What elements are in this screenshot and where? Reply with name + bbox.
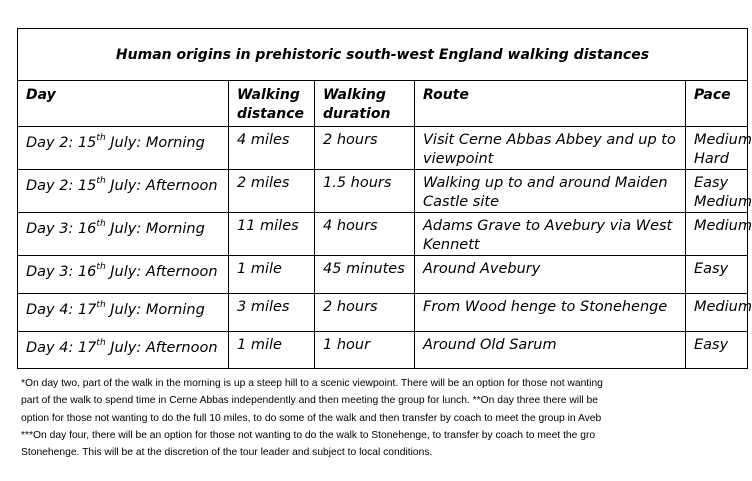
table-row	[18, 256, 748, 294]
footnotes	[21, 375, 741, 461]
table-row	[18, 127, 748, 170]
day-suffix: July: Morning	[105, 135, 205, 151]
pace-cell	[686, 256, 748, 294]
pace-line1: Easy	[694, 175, 729, 191]
pace-cell	[686, 294, 752, 332]
day-ordinal: th	[96, 176, 106, 187]
header-distance-line1: Walking	[237, 87, 300, 103]
route-cell: Adams Grave to Avebury via West Kennett	[415, 213, 686, 256]
day-ordinal: th	[96, 300, 106, 311]
walking-distances-table	[17, 28, 752, 369]
day-suffix: July: Afternoon	[105, 178, 218, 194]
day-prefix: Day 2: 15	[26, 135, 97, 151]
route-cell: From Wood henge to Stonehenge	[415, 294, 686, 332]
pace-line2: Hard	[694, 151, 729, 167]
distance-cell: 3 miles	[229, 294, 315, 332]
distance-cell: 1 mile	[229, 256, 315, 294]
day-suffix: July: Morning	[105, 302, 205, 318]
header-duration-line2: duration	[323, 106, 391, 122]
table-row	[18, 213, 748, 256]
header-route: Route	[415, 81, 686, 127]
pace-cell	[686, 332, 748, 369]
header-distance-line2: distance	[237, 106, 305, 122]
pace-line1: Medium	[694, 218, 752, 234]
header-walking-distance	[229, 81, 315, 127]
duration-cell: 1 hour	[315, 332, 415, 369]
footnote-line: ***On day four, there will be an option for those not wanting to do the walk to Stonehenge, to transfer by coach to meet the gro	[21, 429, 596, 441]
day-prefix: Day 2: 15	[26, 178, 97, 194]
pace-cell	[686, 213, 752, 256]
day-prefix: Day 3: 16	[26, 264, 97, 280]
day-cell	[18, 170, 229, 213]
day-suffix: July: Afternoon	[105, 264, 218, 280]
day-prefix: Day 3: 16	[26, 221, 97, 237]
pace-line1: Medium	[694, 299, 752, 315]
pace-line1: Easy	[694, 261, 729, 277]
day-cell	[18, 294, 229, 332]
day-prefix: Day 4: 17	[26, 302, 97, 318]
header-walking-duration	[315, 81, 415, 127]
distance-cell: 11 miles	[229, 213, 315, 256]
footnote-line: part of the walk to spend time in Cerne Abbas independently and then meeting the group for lunch. **On day three there will be	[21, 395, 598, 407]
duration-cell: 2 hours	[315, 127, 415, 170]
table-row	[18, 332, 748, 369]
pace-cell	[686, 127, 752, 170]
pace-line1: Easy	[694, 337, 729, 353]
route-cell: Visit Cerne Abbas Abbey and up to viewpoint	[415, 127, 686, 170]
header-duration-line1: Walking	[323, 87, 386, 103]
day-prefix: Day 4: 17	[26, 340, 97, 356]
duration-cell: 4 hours	[315, 213, 415, 256]
distance-cell: 4 miles	[229, 127, 315, 170]
route-cell: Around Old Sarum	[415, 332, 686, 369]
duration-cell: 1.5 hours	[315, 170, 415, 213]
table-title: Human origins in prehistoric south-west England walking distances	[18, 29, 748, 81]
day-ordinal: th	[96, 219, 106, 230]
header-pace: Pace	[686, 81, 748, 127]
distance-cell: 1 mile	[229, 332, 315, 369]
duration-cell: 2 hours	[315, 294, 415, 332]
day-ordinal: th	[96, 338, 106, 349]
day-suffix: July: Afternoon	[105, 340, 218, 356]
duration-cell: 45 minutes	[315, 256, 415, 294]
distance-cell: 2 miles	[229, 170, 315, 213]
route-cell: Around Avebury	[415, 256, 686, 294]
day-cell	[18, 256, 229, 294]
footnote-line: option for those not wanting to do the full 10 miles, to do some of the walk and then transfer by coach to meet the group in Aveb	[21, 412, 602, 424]
day-suffix: July: Morning	[105, 221, 205, 237]
day-ordinal: th	[96, 133, 106, 144]
table-row	[18, 170, 748, 213]
walking-distances-table-wrapper	[17, 28, 752, 369]
header-day: Day	[18, 81, 229, 127]
day-cell	[18, 213, 229, 256]
day-cell	[18, 332, 229, 369]
route-cell: Walking up to and around Maiden Castle site	[415, 170, 686, 213]
footnote-line: *On day two, part of the walk in the morning is up a steep hill to a scenic viewpoint. There will be an option for those not wanting	[21, 378, 603, 389]
day-ordinal: th	[96, 262, 106, 273]
pace-line1: Medium	[694, 132, 752, 148]
table-row	[18, 294, 748, 332]
header-row	[18, 81, 748, 127]
day-cell	[18, 127, 229, 170]
pace-cell	[686, 170, 752, 213]
footnote-line: Stonehenge. This will be at the discretion of the tour leader and subject to local conditions.	[21, 447, 433, 459]
pace-line2: Medium	[694, 194, 752, 210]
